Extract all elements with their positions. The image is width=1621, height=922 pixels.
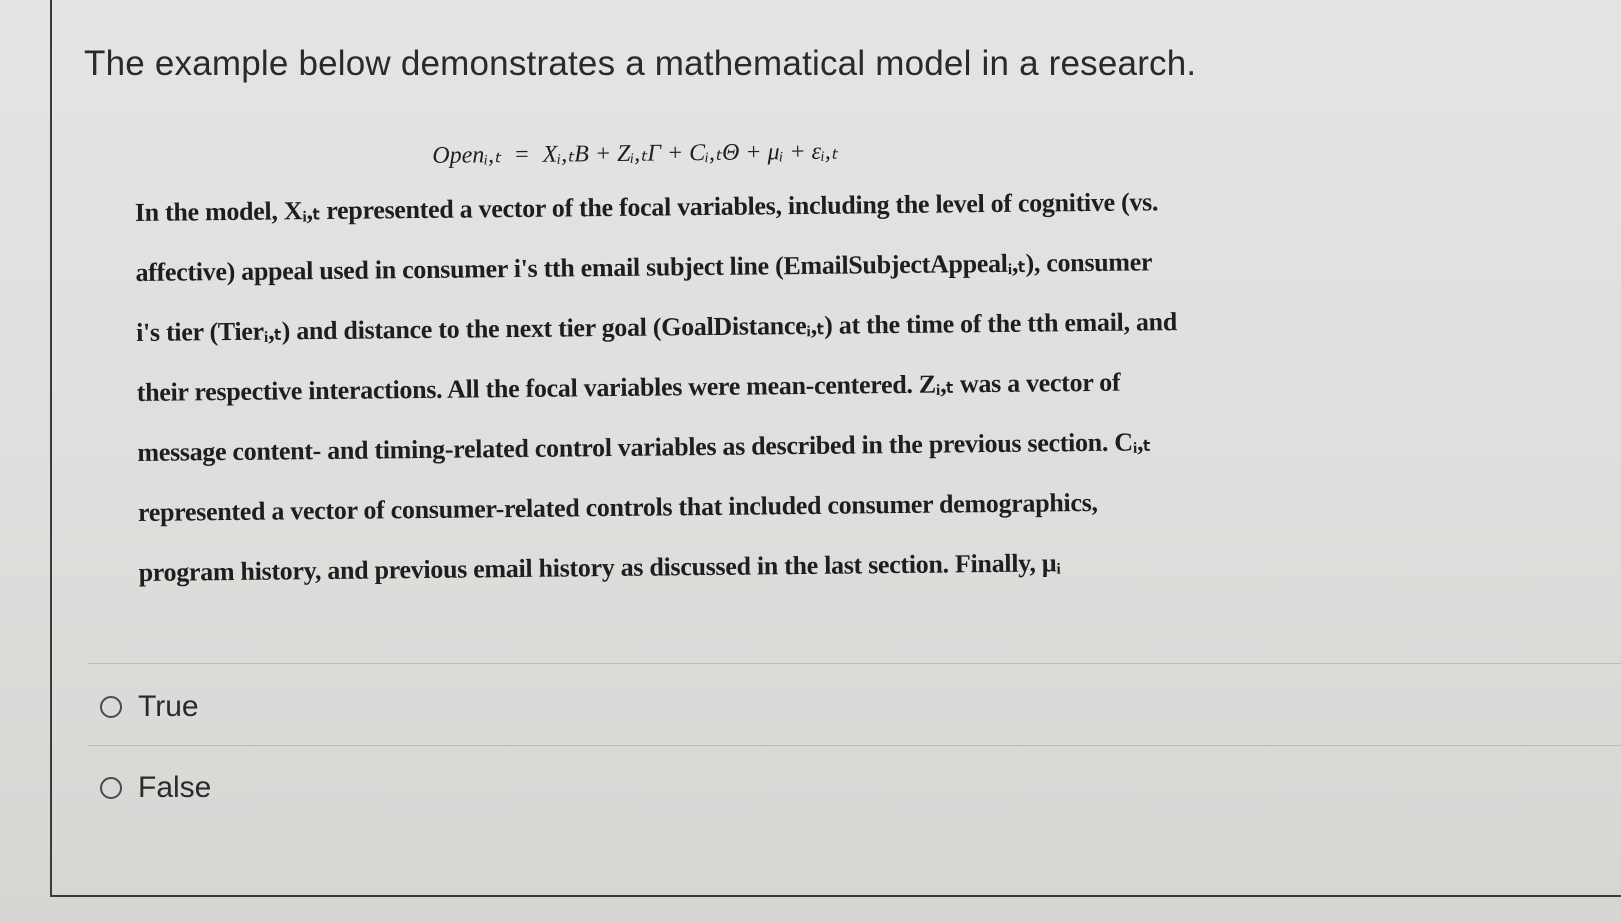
divider bbox=[88, 745, 1621, 746]
paragraph-line: i's tier (Tierᵢ,ₜ) and distance to the next tier goal (GoalDistanceᵢ,ₜ) at the time of the tth email, and bbox=[135, 307, 1178, 347]
option-true[interactable] bbox=[100, 690, 199, 724]
equation-rhs: Xᵢ,ₜB + Zᵢ,ₜΓ + Cᵢ,ₜΘ + μᵢ + εᵢ,ₜ bbox=[542, 138, 839, 168]
paragraph-line: program history, and previous email history as discussed in the last section. Finally, μᵢ bbox=[138, 548, 1061, 587]
divider bbox=[88, 663, 1621, 664]
paragraph-line: message content- and timing-related control variables as described in the previous section. Cᵢ,ₜ bbox=[137, 427, 1151, 467]
equation-lhs: Openᵢ,ₜ bbox=[432, 142, 502, 169]
radio-button-true[interactable] bbox=[100, 696, 122, 718]
radio-button-false[interactable] bbox=[100, 777, 122, 799]
paragraph-line: In the model, Xᵢ,ₜ represented a vector of the focal variables, including the level of cognitive (vs. bbox=[134, 187, 1159, 227]
option-true-label: True bbox=[138, 690, 199, 723]
paragraph-line: affective) appeal used in consumer i's tth email subject line (EmailSubjectAppealᵢ,ₜ), consumer bbox=[135, 247, 1153, 287]
model-equation bbox=[432, 137, 838, 170]
paragraph-line: represented a vector of consumer-related controls that included consumer demographics, bbox=[137, 487, 1098, 527]
option-false-label: False bbox=[138, 771, 212, 804]
equation-equals: = bbox=[515, 141, 529, 169]
question-title: The example below demonstrates a mathematical model in a research. bbox=[84, 44, 1197, 83]
option-false[interactable] bbox=[100, 771, 211, 805]
paragraph-line: their respective interactions. All the focal variables were mean-centered. Zᵢ,ₜ was a vector of bbox=[136, 367, 1121, 407]
